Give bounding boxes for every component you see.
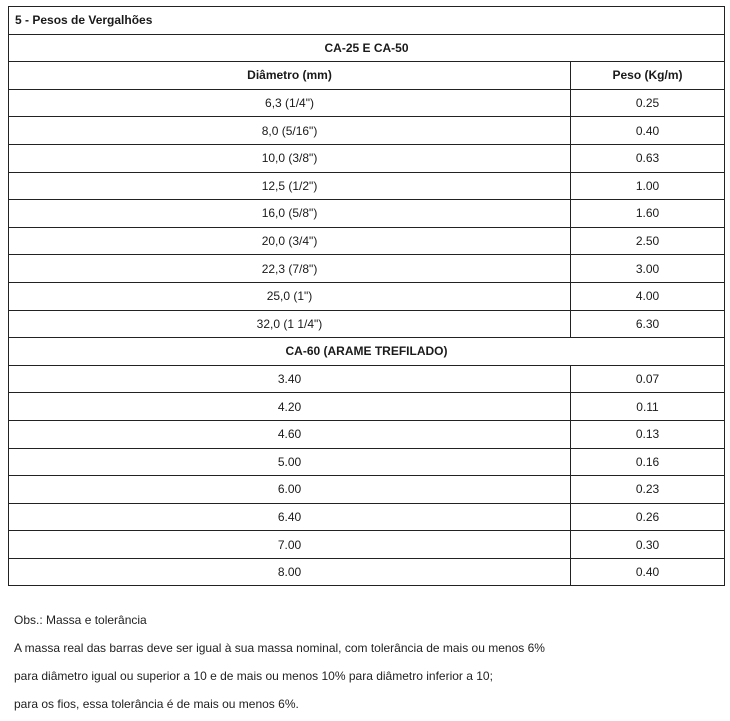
weight-cell: 4.00 — [571, 282, 725, 310]
diameter-cell: 6.40 — [9, 503, 571, 531]
group-title-ca60: CA-60 (ARAME TREFILADO) — [9, 338, 725, 366]
tolerance-notes — [14, 606, 545, 718]
weight-cell: 0.25 — [571, 89, 725, 117]
table-row — [9, 558, 725, 586]
table-row — [9, 89, 725, 117]
notes-line: para diâmetro igual ou superior a 10 e de mais ou menos 10% para diâmetro inferior a 10; — [14, 669, 493, 683]
diameter-cell: 3.40 — [9, 365, 571, 393]
table-row — [9, 255, 725, 283]
notes-line: A massa real das barras deve ser igual à sua massa nominal, com tolerância de mais ou menos 6% — [14, 641, 545, 655]
diameter-cell: 16,0 (5/8") — [9, 200, 571, 228]
weight-cell: 2.50 — [571, 227, 725, 255]
weight-cell: 0.40 — [571, 117, 725, 145]
diameter-cell: 6.00 — [9, 476, 571, 504]
weight-cell: 0.07 — [571, 365, 725, 393]
weight-cell: 0.30 — [571, 531, 725, 559]
table-row — [9, 227, 725, 255]
weight-cell: 0.63 — [571, 144, 725, 172]
weight-cell: 1.60 — [571, 200, 725, 228]
weight-cell: 1.00 — [571, 172, 725, 200]
diameter-cell: 7.00 — [9, 531, 571, 559]
diameter-cell: 8,0 (5/16") — [9, 117, 571, 145]
section-title-row — [9, 7, 725, 35]
diameter-cell: 10,0 (3/8") — [9, 144, 571, 172]
column-header-diameter: Diâmetro (mm) — [9, 62, 571, 90]
weight-cell: 0.23 — [571, 476, 725, 504]
weight-cell: 6.30 — [571, 310, 725, 338]
weight-cell: 0.13 — [571, 420, 725, 448]
weight-cell: 0.26 — [571, 503, 725, 531]
diameter-cell: 12,5 (1/2") — [9, 172, 571, 200]
notes-line: para os fios, essa tolerância é de mais ou menos 6%. — [14, 697, 299, 711]
rebar-weights-table — [8, 6, 725, 586]
column-header-row — [9, 62, 725, 90]
table-row — [9, 476, 725, 504]
table-row — [9, 531, 725, 559]
diameter-cell: 8.00 — [9, 558, 571, 586]
weight-cell: 0.40 — [571, 558, 725, 586]
weight-cell: 0.16 — [571, 448, 725, 476]
table-row — [9, 420, 725, 448]
table-row — [9, 365, 725, 393]
rebar-weights-sheet — [8, 6, 724, 586]
group-title-ca25-ca50: CA-25 E CA-50 — [9, 34, 725, 62]
table-row — [9, 310, 725, 338]
table-row — [9, 393, 725, 421]
table-row — [9, 144, 725, 172]
notes-heading: Obs.: Massa e tolerância — [14, 613, 147, 627]
diameter-cell: 32,0 (1 1/4") — [9, 310, 571, 338]
weight-cell: 3.00 — [571, 255, 725, 283]
group-title-row — [9, 338, 725, 366]
table-row — [9, 282, 725, 310]
diameter-cell: 4.60 — [9, 420, 571, 448]
diameter-cell: 25,0 (1") — [9, 282, 571, 310]
column-header-weight: Peso (Kg/m) — [571, 62, 725, 90]
diameter-cell: 20,0 (3/4") — [9, 227, 571, 255]
table-row — [9, 200, 725, 228]
table-row — [9, 503, 725, 531]
diameter-cell: 4.20 — [9, 393, 571, 421]
diameter-cell: 6,3 (1/4") — [9, 89, 571, 117]
table-row — [9, 448, 725, 476]
table-row — [9, 172, 725, 200]
weight-cell: 0.11 — [571, 393, 725, 421]
diameter-cell: 22,3 (7/8") — [9, 255, 571, 283]
section-title: 5 - Pesos de Vergalhões — [9, 7, 725, 35]
group-title-row — [9, 34, 725, 62]
table-row — [9, 117, 725, 145]
diameter-cell: 5.00 — [9, 448, 571, 476]
